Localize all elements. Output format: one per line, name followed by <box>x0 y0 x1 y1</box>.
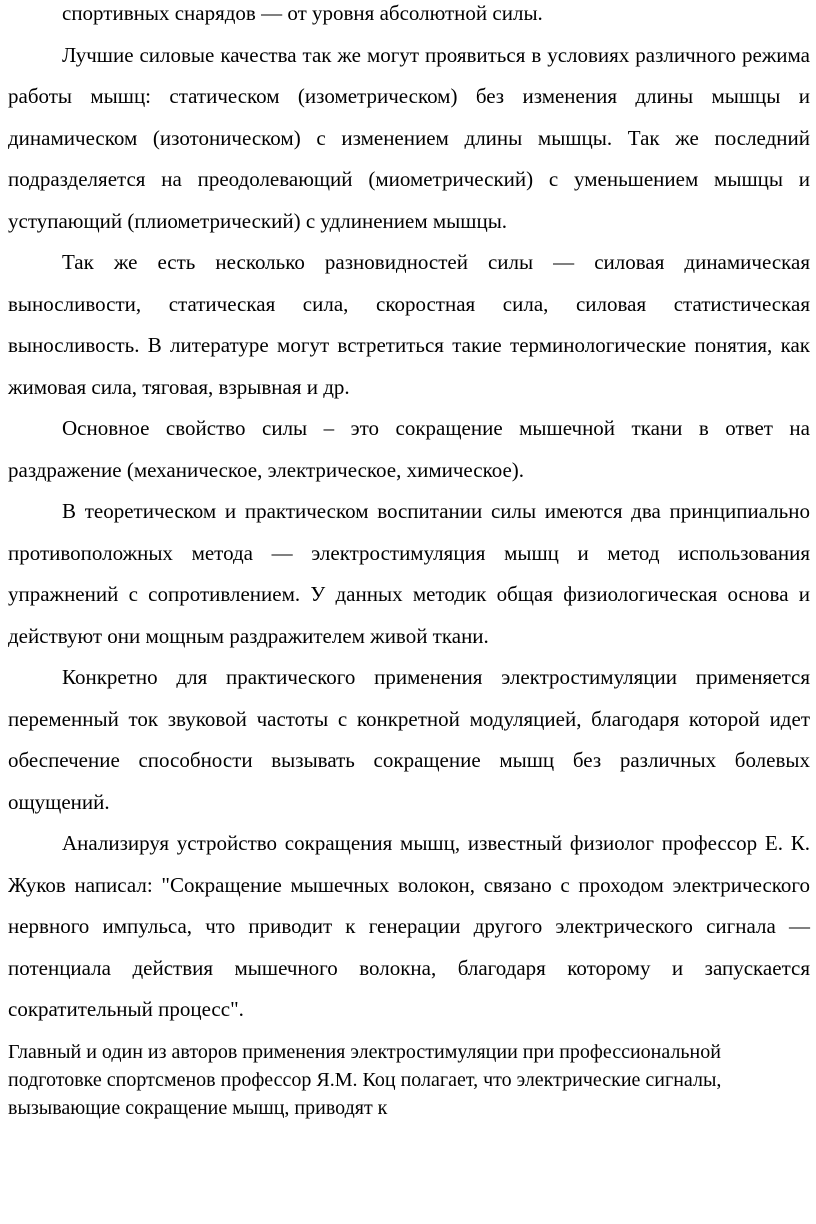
paragraph-main-property: Основное свойство силы – это сокращение мышечной ткани в ответ на раздражение (механическое, электрическое, химическое). <box>8 416 810 482</box>
paragraph-continuation: спортивных снарядов — от уровня абсолютной силы. <box>62 1 543 25</box>
paragraph-electrostimulation: Конкретно для практического применения электростимуляции применяется переменный ток звуковой частоты с конкретной модуляцией, благодаря которой идет обеспечение способности вызывать сокращение мышц без различных болевых ощущений. <box>8 665 810 814</box>
paragraph-kots: Главный и один из авторов применения электростимуляции при профессиональной подготовке спортсменов профессор Я.М. Коц полагает, что электрические сигналы, вызывающие сокращение мышц, приводят к <box>8 1040 722 1119</box>
paragraph-muscle-regimes: Лучшие силовые качества так же могут проявиться в условиях различного режима работы мышц: статическом (изометрическом) без изменения длины мышцы и динамическом (изотоническом) с изменением длины мышцы. Так же последний подразделяется на преодолевающий (миометрический) с уменьшением мышцы и уступающий (плиометрический) с удлинением мышцы. <box>8 42 810 233</box>
paragraph-zhukov-quote: Анализируя устройство сокращения мышц, известный физиолог профессор Е. К. Жуков написал: "Сокращение мышечных волокон, связано с проходом электрического нервного импульса, что приводит к генерации другого электрического сигнала — потенциала действия мышечного волокна, благодаря которому и запускается сократительный процесс". <box>8 831 810 1021</box>
paragraph-methods: В теоретическом и практическом воспитании силы имеются два принципиально противоположных метода — электростимуляция мышц и метод использования упражнений с сопротивлением. У данных методик общая физиологическая основа и действуют они мощным раздражителем живой ткани. <box>8 499 810 648</box>
paragraph-strength-types: Так же есть несколько разновидностей силы — силовая динамическая выносливости, статическая сила, скоростная сила, силовая статистическая выносливость. В литературе могут встретиться такие терминологические понятия, как жимовая сила, тяговая, взрывная и др. <box>8 250 810 399</box>
